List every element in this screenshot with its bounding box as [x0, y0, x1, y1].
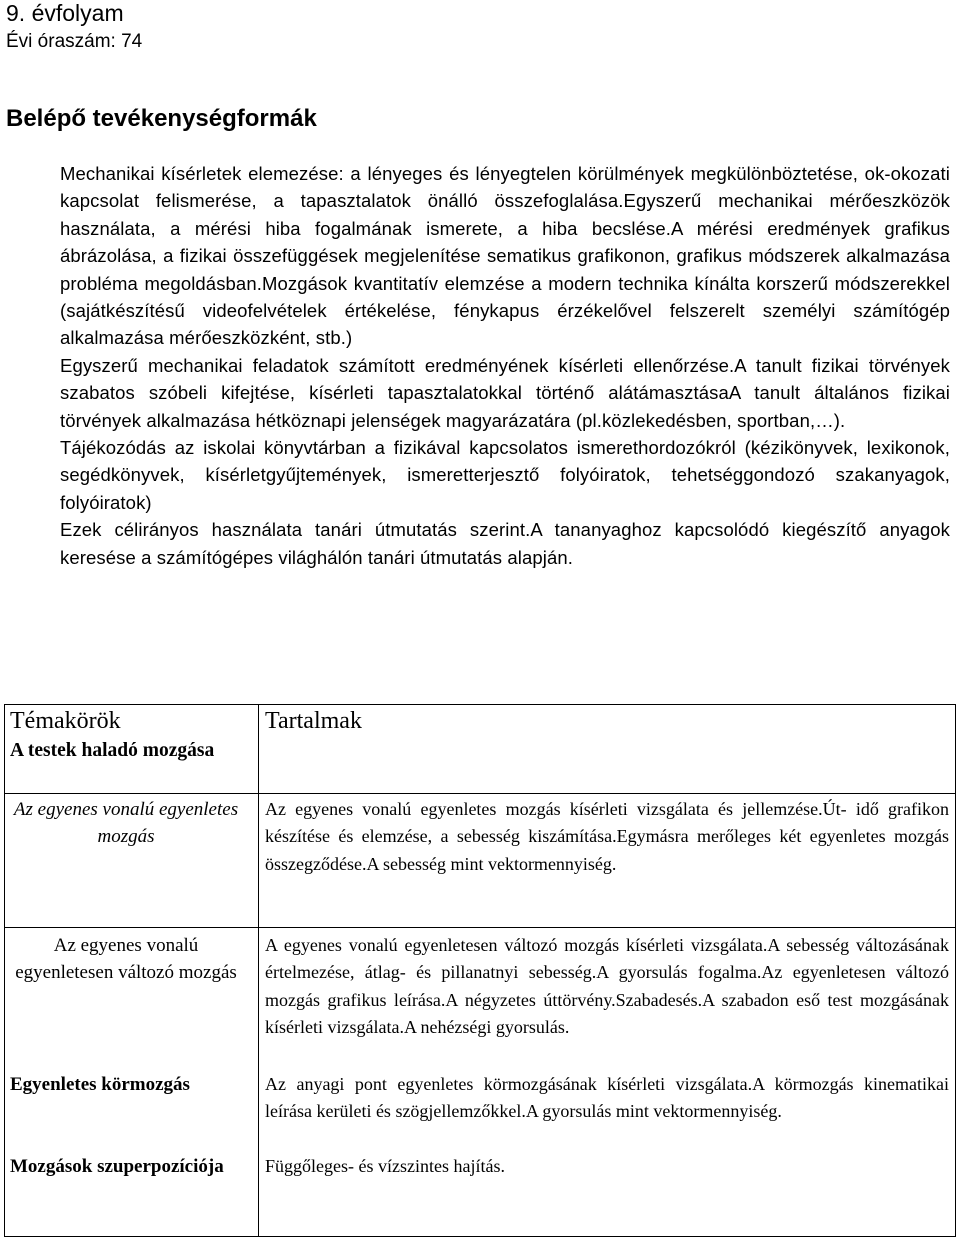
- content-cell: Az anyagi pont egyenletes körmozgásának kísérleti vizsgálata.A körmozgás kinematikai leírása kerületi és szögjellemzőkkel.A gyorsulás mint vektormennyiség.: [265, 1074, 949, 1122]
- intro-paragraph: Ezek célirányos használata tanári útmutatás szerint.: [60, 519, 531, 541]
- intro-paragraph: Egyszerű mechanikai feladatok számított eredményének kísérleti ellenőrzése.: [60, 354, 735, 376]
- content-cell: Függőleges- és vízszintes hajítás.: [265, 1156, 505, 1176]
- table-subheading: A testek haladó mozgása: [10, 740, 215, 761]
- topic-cell: Mozgások szuperpozíciója: [10, 1156, 224, 1177]
- table-divider-header: [4, 793, 956, 794]
- intro-paragraph: Mozgások kvantitatív elemzése a modern technika kínálta korszerű módszerekkel (sajátkészítésű videofelvételek értékelése, fénykapus érzékelővel felszerelt személyi számítógép alkalmazása mérőeszközként, stb.): [60, 272, 950, 349]
- intro-paragraph: Mechanikai kísérletek elemezése: a lényeges és lényegtelen körülmények megkülönböztetése, ok-okozati kapcsolat felismerése, a tapasztalatok önálló összefoglalása.: [60, 163, 950, 212]
- section-heading: Belépő tevékenységformák: [6, 105, 317, 132]
- intro-paragraph: A tanult fizikai törvények szabatos szóbeli kifejtése, kísérleti tapasztalatokkal történő alátámasztása: [60, 354, 950, 404]
- topic-cell: Egyenletes körmozgás: [10, 1074, 190, 1095]
- column-header-content: Tartalmak: [265, 708, 362, 734]
- annual-hours: Évi óraszám: 74: [6, 31, 143, 52]
- table-border-right: [955, 704, 956, 1237]
- table-border-top: [4, 704, 956, 705]
- intro-paragraph: A mérési eredmények grafikus ábrázolása, a fizikai összefüggések megjelenítése sematikus grafikonon, grafikus módszerek alkalmazása probléma megoldásban.: [60, 217, 950, 294]
- intro-text: [60, 160, 950, 571]
- content-cell: Az egyenes vonalú egyenletes mozgás kísérleti vizsgálata és jellemzése.Út- idő grafikon készítése és elemzése, a sebesség kiszámítása.Egymásra merőleges két egyenletes mozgás összegződése.A sebesség mint vektormennyiség.: [265, 799, 949, 874]
- content-cell: A egyenes vonalú egyenletesen változó mozgás kísérleti vizsgálata.A sebesség változásának értelmezése, átlag- és pillanatnyi sebesség.A gyorsulás fogalma.Az egyenletesen változó mozgás grafikus leírása.A négyzetes úttörvény.Szabadesés.A szabadon eső test mozgásának kísérleti vizsgálata.A nehézségi gyorsulás.: [265, 935, 949, 1038]
- topic-cell: Az egyenes vonalú egyenletesen változó mozgás: [15, 935, 237, 984]
- table-border-left: [4, 704, 5, 1237]
- table-divider-column: [258, 704, 259, 1237]
- intro-paragraph: A tanult általános fizikai törvények alkalmazása hétköznapi jelenségek magyarázatára (pl.közlekedésben, sportban,…).: [60, 382, 950, 431]
- table-divider-row: [4, 927, 956, 928]
- intro-paragraph: Tájékozódás az iskolai könyvtárban a fizikával kapcsolatos ismerethordozókról (kézikönyvek, lexikonok, segédkönyvek, kísérletgyűjtemények, ismeretterjesztő folyóiratok, tehetséggondozó szakanyagok, folyóiratok): [60, 437, 950, 513]
- intro-paragraph: A tananyaghoz kapcsolódó kiegészítő anyagok keresése a számítógépes világhálón tanári útmutatás alapján.: [60, 519, 950, 568]
- column-header-topics: Témakörök: [10, 708, 121, 734]
- topic-cell: Az egyenes vonalú egyenletes mozgás: [13, 799, 239, 848]
- intro-paragraph: Egyszerű mechanikai mérőeszközök használata, a mérési hiba fogalmának ismerete, a hiba becslése.: [60, 190, 951, 239]
- grade-title: 9. évfolyam: [6, 0, 124, 26]
